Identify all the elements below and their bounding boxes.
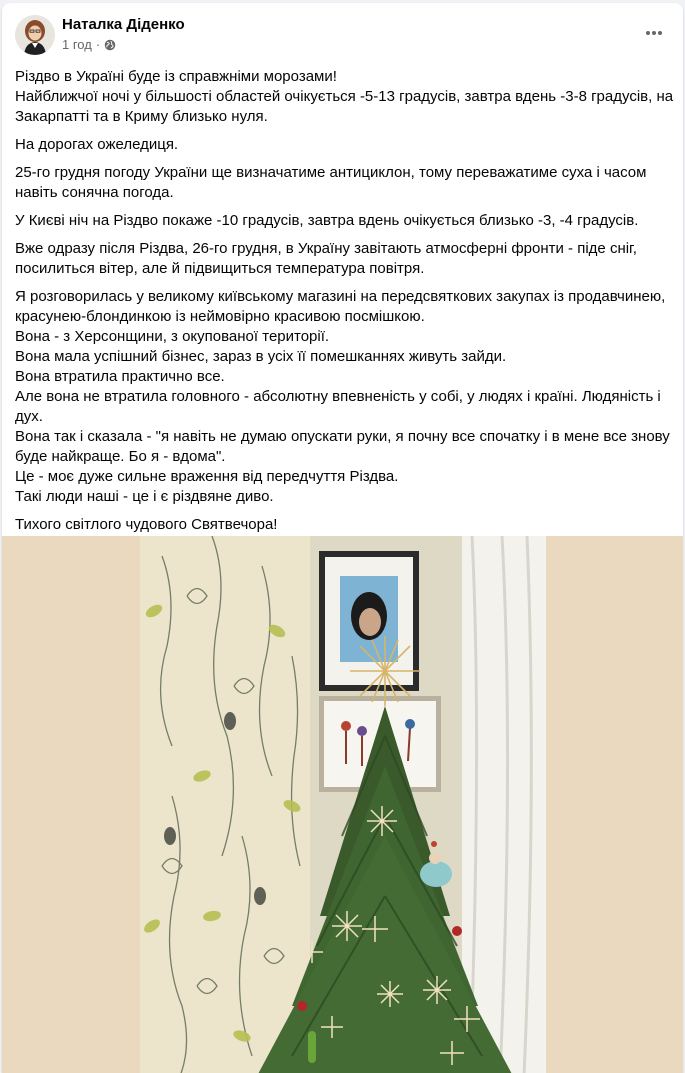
text-line: Вона - з Херсонщини, з окупованої території. xyxy=(15,328,330,345)
post-meta xyxy=(62,37,116,52)
paragraph-fronts xyxy=(15,239,679,279)
text-line: посилиться вітер, але й підвищиться температура повітря. xyxy=(15,260,425,277)
text-line: Такі люди наші - це і є різдвяне диво. xyxy=(15,488,274,505)
text-line: Вже одразу після Різдва, 26-го грудня, в Україну завітають атмосферні фронти - піде сніг, xyxy=(15,240,637,257)
text-line: У Києві ніч на Різдво покаже -10 градусів, завтра вдень очікується близько -3, -4 градусів. xyxy=(15,212,639,229)
post-text xyxy=(15,67,679,543)
paragraph-anticyclone xyxy=(15,163,679,203)
text-line: навіть сонячна погода. xyxy=(15,184,174,201)
text-line: красунею-блондинкою із неймовірно красивою посмішкою. xyxy=(15,308,425,325)
author-name[interactable]: Наталка Діденко xyxy=(62,16,185,33)
author-avatar[interactable] xyxy=(15,15,55,55)
text-line: Закарпатті та в Криму близько нуля. xyxy=(15,108,268,125)
paragraph-forecast xyxy=(15,67,679,127)
post-header xyxy=(2,3,683,59)
text-line: Тихого світлого чудового Святвечора! xyxy=(15,516,278,533)
paragraph-kyiv xyxy=(15,211,679,231)
text-line: Вона так і сказала - "я навіть не думаю опускати руки, я почну все спочатку і в мене все знову xyxy=(15,428,670,445)
paragraph-ice xyxy=(15,135,679,155)
christmas-tree-photo xyxy=(2,536,683,1073)
text-line: буде найкраще. Бо я - вдома". xyxy=(15,448,226,465)
avatar-image xyxy=(15,15,55,55)
more-options-button[interactable] xyxy=(637,16,671,50)
text-line: дух. xyxy=(15,408,43,425)
meta-separator: · xyxy=(95,37,101,52)
text-line: На дорогах ожеледиця. xyxy=(15,136,179,153)
post-timestamp[interactable]: 1 год xyxy=(62,37,92,52)
paragraph-wish xyxy=(15,515,679,535)
more-horizontal-icon xyxy=(644,23,664,43)
text-line: Вона мала успішний бізнес, зараз в усіх її помешканнях живуть зайди. xyxy=(15,348,507,365)
text-line: Найближчої ночі у більшості областей очікується -5-13 градусів, завтра вдень -3-8 градусів, на xyxy=(15,88,674,105)
text-line: Вона втратила практично все. xyxy=(15,368,225,385)
text-line: Я розговорилась у великому київському магазині на передсвяткових закупах із продавчинею, xyxy=(15,288,666,305)
text-line: Різдво в Україні буде із справжніми морозами! xyxy=(15,68,337,85)
globe-icon[interactable] xyxy=(104,39,116,51)
paragraph-story xyxy=(15,287,679,507)
text-line: Це - моє дуже сильне враження від передчуття Різдва. xyxy=(15,468,399,485)
post-photo[interactable] xyxy=(2,536,683,1073)
text-line: Але вона не втратила головного - абсолютну впевненість у собі, у людях і країні. Людяність і xyxy=(15,388,661,405)
post-card xyxy=(2,3,683,1073)
text-line: 25-го грудня погоду України ще визначатиме антициклон, тому переважатиме суха і часом xyxy=(15,164,647,181)
